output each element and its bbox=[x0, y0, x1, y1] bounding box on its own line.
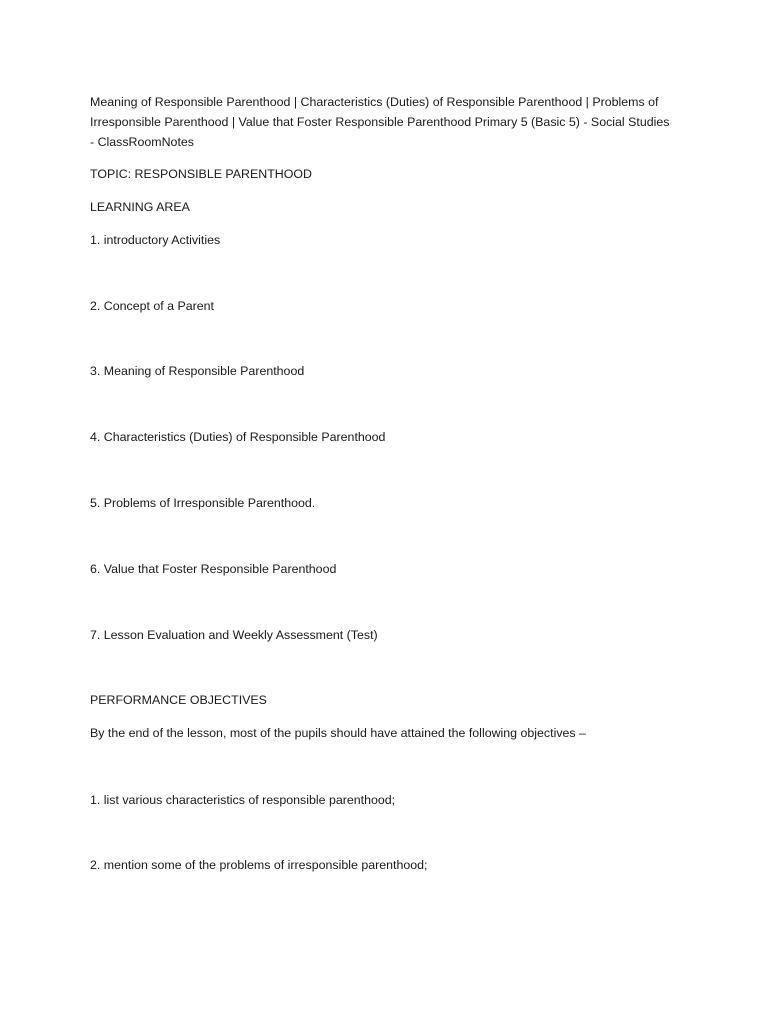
objectives-intro: By the end of the lesson, most of the pupils should have attained the following objectives – bbox=[90, 726, 586, 740]
learning-area-item-4: 4. Characteristics (Duties) of Responsible Parenthood bbox=[90, 430, 386, 444]
learning-area-item-6: 6. Value that Foster Responsible Parenthood bbox=[90, 562, 337, 576]
learning-area-item-5: 5. Problems of Irresponsible Parenthood. bbox=[90, 496, 316, 510]
learning-area-item-3: 3. Meaning of Responsible Parenthood bbox=[90, 364, 305, 378]
learning-area-item-7: 7. Lesson Evaluation and Weekly Assessment (Test) bbox=[90, 628, 378, 642]
learning-area-heading: LEARNING AREA bbox=[90, 200, 190, 214]
learning-area-item-1: 1. introductory Activities bbox=[90, 233, 221, 247]
performance-objectives-heading: PERFORMANCE OBJECTIVES bbox=[90, 693, 267, 707]
objective-item-2: 2. mention some of the problems of irresponsible parenthood; bbox=[90, 858, 428, 872]
title-line-2: Irresponsible Parenthood | Value that Foster Responsible Parenthood Primary 5 (Basic 5) - Social Studies bbox=[90, 115, 670, 129]
topic-heading: TOPIC: RESPONSIBLE PARENTHOOD bbox=[90, 167, 312, 181]
learning-area-item-2: 2. Concept of a Parent bbox=[90, 299, 214, 313]
title-line-3: - ClassRoomNotes bbox=[90, 135, 194, 149]
title-line-1: Meaning of Responsible Parenthood | Characteristics (Duties) of Responsible Parenthood | Problems of bbox=[90, 95, 659, 109]
document-title bbox=[90, 92, 690, 152]
objective-item-1: 1. list various characteristics of responsible parenthood; bbox=[90, 793, 396, 807]
